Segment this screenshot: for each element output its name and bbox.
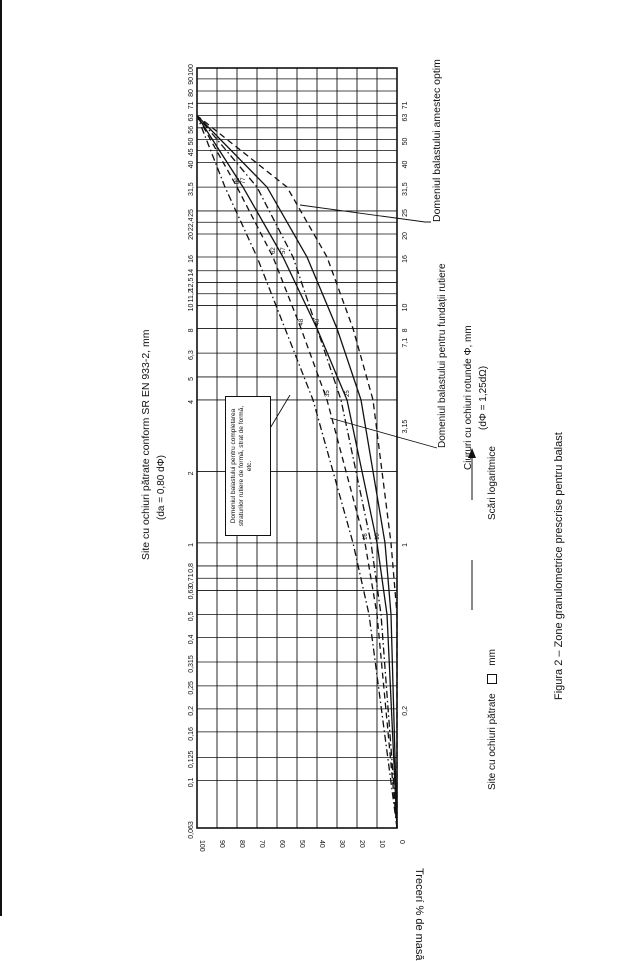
square-sieve-tick-label: 4 bbox=[188, 399, 195, 404]
square-sieve-tick-label: 14 bbox=[188, 268, 195, 277]
square-sieve-tick-label: 45 bbox=[188, 148, 195, 157]
square-sieve-tick-label: 0,315 bbox=[188, 655, 195, 673]
square-sieve-tick-label: 71 bbox=[188, 101, 195, 110]
round-sieve-tick-label: 40 bbox=[402, 160, 409, 169]
round-sieve-tick-label: 8 bbox=[402, 328, 409, 333]
square-sieve-tick-label: 56 bbox=[188, 125, 195, 134]
percent-tick-label: 40 bbox=[318, 840, 325, 848]
round-sieve-tick-label: 3,15 bbox=[402, 419, 409, 434]
round-sieve-tick-label: 31,5 bbox=[402, 182, 409, 196]
square-sieve-tick-label: 31,5 bbox=[188, 182, 195, 196]
square-sieve-tick-label: 63 bbox=[188, 113, 195, 122]
square-sieve-tick-label: 90 bbox=[188, 76, 195, 85]
square-sieve-tick-label: 80 bbox=[188, 89, 195, 97]
percent-tick-label: 60 bbox=[278, 840, 285, 848]
percent-tick-label: 70 bbox=[258, 840, 265, 848]
square-sieve-legend-text: Site cu ochiuri pătrate bbox=[487, 693, 498, 790]
figure-caption: Figura 2 – Zone granulometrice prescrise pentru balast bbox=[553, 432, 565, 700]
square-sieve-tick-label: 0,4 bbox=[188, 634, 195, 645]
square-sieve-tick-label: 50 bbox=[188, 137, 195, 146]
square-symbol-icon bbox=[487, 675, 497, 685]
square-sieve-tick-label: 8 bbox=[188, 328, 195, 333]
percent-tick-label: 20 bbox=[358, 840, 365, 848]
square-sieve-tick-label: 0,1 bbox=[188, 777, 195, 788]
percent-tick-label: 0 bbox=[398, 840, 405, 844]
square-sieve-tick-label: 0,16 bbox=[188, 727, 195, 741]
data-value-label: 77 bbox=[241, 177, 247, 185]
data-value-label: 48 bbox=[299, 318, 305, 326]
square-sieve-tick-label: 1 bbox=[188, 542, 195, 547]
annotation-box-text: Domeniul balastului pentru completarea straturilor rutiere de formă, strat de formă, etc. bbox=[230, 405, 253, 527]
percent-tick-label: 90 bbox=[218, 840, 225, 848]
round-sieve-tick-label: 50 bbox=[402, 137, 409, 146]
sieve-square-axis-subtitle: (da = 0,80 dΦ) bbox=[156, 455, 167, 520]
square-sieve-tick-label: 0,71 bbox=[188, 573, 195, 588]
data-value-label: 40 bbox=[315, 318, 321, 326]
round-sieve-tick-label: 10 bbox=[402, 303, 409, 312]
square-sieve-tick-label: 40 bbox=[188, 160, 195, 169]
square-sieve-tick-label: 6,3 bbox=[188, 350, 195, 360]
data-value-label: 10 bbox=[375, 533, 381, 540]
annotation-optimum-domain: Domeniul balastului amestec optim bbox=[431, 59, 443, 222]
sieve-round-axis-title: Ciururi cu ochiuri rotunde Φ, mm bbox=[463, 325, 474, 470]
square-sieve-tick-label: 16 bbox=[188, 255, 195, 263]
y-axis-label: Trecerí % de masă bbox=[413, 868, 425, 961]
square-sieve-tick-label: 0,5 bbox=[188, 611, 195, 622]
square-sieve-tick-label: 12,5 bbox=[188, 277, 195, 292]
data-value-label: 80 bbox=[235, 177, 241, 185]
percent-tick-label: 10 bbox=[378, 840, 385, 848]
square-sieve-tick-label: 0,125 bbox=[188, 750, 195, 769]
sieve-round-axis-subtitle: (dΦ = 1,25dΩ) bbox=[478, 365, 489, 430]
leader-optimum bbox=[300, 205, 431, 222]
round-sieve-tick-label: 16 bbox=[402, 255, 409, 263]
round-sieve-tick-label: 1 bbox=[402, 542, 409, 547]
scale-label: Scări logaritmice bbox=[487, 446, 498, 520]
leader-road bbox=[330, 418, 437, 448]
square-sieve-tick-label: 11,2 bbox=[188, 289, 195, 303]
square-sieve-tick-label: 22,4 bbox=[188, 217, 195, 232]
percent-tick-label: 50 bbox=[298, 840, 305, 848]
sieve-square-axis-title: Site cu ochiuri pătrate conform SR EN 933-2, mm bbox=[140, 329, 152, 560]
square-sieve-tick-label: 0,63 bbox=[188, 585, 195, 600]
square-sieve-tick-label: 0,2 bbox=[188, 706, 195, 716]
square-sieve-legend-unit: mm bbox=[487, 649, 498, 666]
square-sieve-tick-label: 5 bbox=[188, 376, 195, 381]
square-sieve-tick-label: 0,063 bbox=[188, 821, 195, 839]
square-sieve-tick-label: 0,8 bbox=[188, 563, 195, 573]
round-sieve-tick-label: 7,1 bbox=[402, 337, 409, 348]
percent-tick-label: 30 bbox=[338, 840, 345, 848]
square-sieve-tick-label: 100 bbox=[188, 64, 195, 76]
percent-tick-label: 100 bbox=[198, 840, 205, 852]
data-value-label: 35 bbox=[325, 390, 331, 397]
square-sieve-tick-label: 0,25 bbox=[188, 681, 195, 695]
data-value-label: 16 bbox=[363, 533, 369, 540]
percent-tick-label: 80 bbox=[238, 840, 245, 848]
square-sieve-tick-label: 10 bbox=[188, 303, 195, 312]
round-sieve-tick-label: 0,2 bbox=[402, 706, 409, 716]
square-sieve-tick-label: 25 bbox=[188, 209, 195, 217]
data-value-label: 57 bbox=[281, 247, 287, 254]
square-sieve-legend bbox=[487, 649, 498, 790]
round-sieve-tick-label: 71 bbox=[402, 101, 409, 110]
data-value-label: 25 bbox=[345, 390, 351, 397]
square-sieve-tick-label: 2 bbox=[188, 471, 195, 476]
data-value-label: 62 bbox=[271, 247, 277, 254]
round-sieve-tick-label: 63 bbox=[402, 113, 409, 122]
round-sieve-tick-label: 25 bbox=[402, 209, 409, 217]
annotation-road-foundation-domain: Domeniul balastului pentru fundații rutiere bbox=[437, 263, 448, 448]
round-sieve-tick-label: 20 bbox=[402, 232, 409, 240]
square-sieve-tick-label: 20 bbox=[188, 232, 195, 240]
annotation-box bbox=[225, 396, 271, 536]
